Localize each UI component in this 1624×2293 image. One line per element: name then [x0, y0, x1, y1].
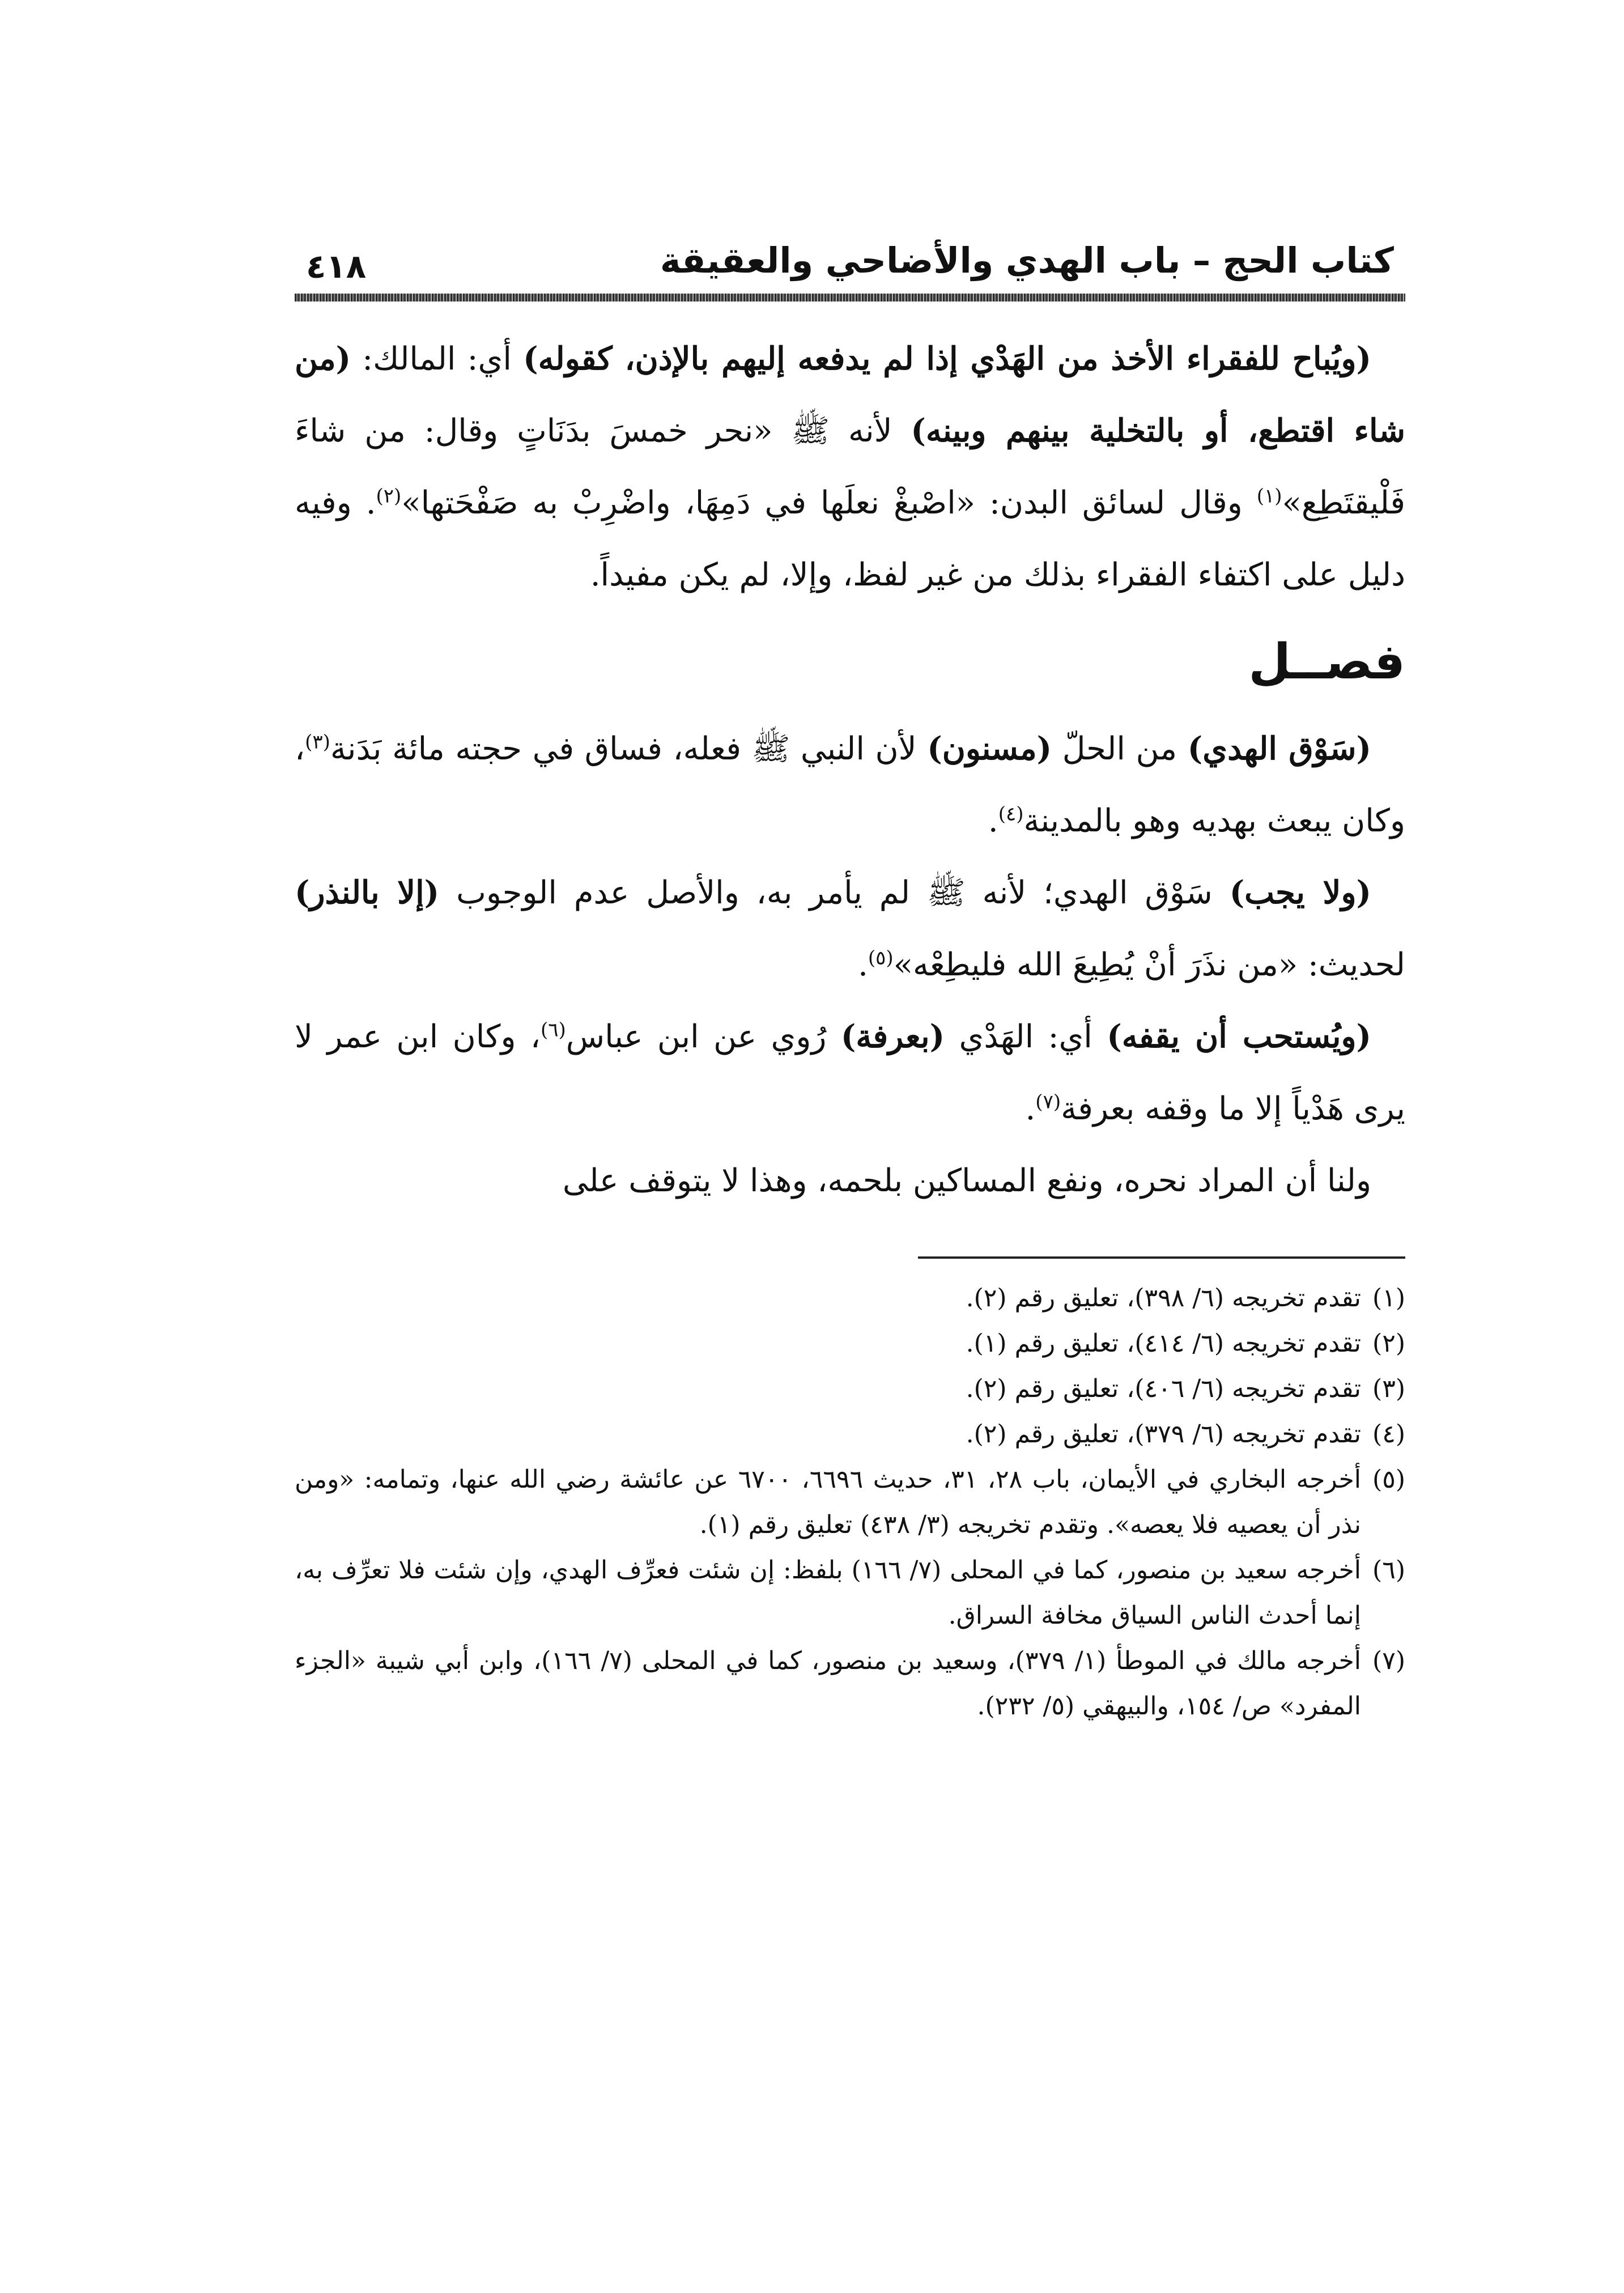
page-header [295, 221, 1405, 295]
footnote-ref-4[interactable]: (٤) [998, 802, 1024, 826]
footnote-number: (٤) [1372, 1420, 1405, 1449]
sharh-text: . [858, 946, 868, 983]
footnote-text: أخرجه مالك في الموطأ (١/ ٣٧٩)، وسعيد بن منصور، كما في المحلى (٧/ ١٦٦)، وابن أبي شيبة «الجزء المفرد» ص/ ١٥٤، والبيهقي (٥/ ٢٣٢). [295, 1646, 1362, 1721]
sharh-text: . وفيه دليل على اكتفاء الفقراء بذلك من غير لفظ، وإلا، لم يكن مفيداً. [295, 485, 1405, 593]
footnote-5 [295, 1457, 1405, 1548]
footnotes [295, 1276, 1405, 1729]
footnote-text: أخرجه سعيد بن منصور، كما في المحلى (٧/ ١٦٦) بلفظ: إن شئت فعرِّف الهدي، وإن شئت فلا تعرِّف به، إنما أحدث الناس السياق مخافة السراق. [295, 1556, 1362, 1630]
sharh-text: لأن النبي ﷺ فعله، فساق في حجته مائة بَدَنة [330, 731, 928, 767]
sharh-text: سَوْق الهدي؛ لأنه ﷺ لم يأمر به، والأصل عدم الوجوب [439, 874, 1230, 911]
footnote-ref-2[interactable]: (٢) [376, 485, 402, 508]
sharh-text: . [1025, 1090, 1036, 1127]
footnote-6 [295, 1548, 1405, 1638]
footnote-ref-5[interactable]: (٥) [868, 946, 894, 970]
footnote-number: (٥) [1372, 1465, 1405, 1494]
paragraph-4 [295, 1001, 1405, 1145]
footnote-number: (٦) [1372, 1556, 1405, 1585]
footnote-text: تقدم تخريجه (٦/ ٣٧٩)، تعليق رقم (٢). [966, 1420, 1362, 1449]
matn-text: (من شاء اقتطع، أو بالتخلية بينهم وبينه) [295, 340, 1405, 449]
sharh-text: أي: الهَدْي [945, 1018, 1107, 1055]
matn-text: (بعرفة) [840, 1018, 945, 1055]
footnote-2 [295, 1321, 1405, 1366]
footnote-text: تقدم تخريجه (٦/ ٣٩٨)، تعليق رقم (٢). [966, 1284, 1362, 1313]
matn-text: (سَوْق الهدي) [1187, 730, 1372, 767]
footnote-ref-1[interactable]: (١) [1256, 485, 1282, 508]
sharh-text: رُوي عن ابن عباس [566, 1018, 841, 1055]
matn-text: (مسنون) [927, 730, 1052, 767]
sharh-text: من الحلّ [1052, 731, 1188, 767]
footnote-text: تقدم تخريجه (٦/ ٤١٤)، تعليق رقم (١). [966, 1329, 1362, 1358]
matn-text: (ولا يجب) [1229, 874, 1372, 911]
footnote-number: (١) [1372, 1284, 1405, 1313]
footnote-divider [918, 1256, 1405, 1259]
main-text [295, 323, 1405, 1217]
footnote-number: (٢) [1372, 1329, 1405, 1358]
paragraph-2 [295, 713, 1405, 857]
matn-text: (ويُستحب أن يقفه) [1107, 1018, 1371, 1055]
paragraph-1 [295, 323, 1405, 611]
footnote-number: (٣) [1372, 1374, 1405, 1403]
footnote-3 [295, 1366, 1405, 1412]
page-number: ٤١٨ [306, 247, 367, 286]
running-title: كتاب الحج – باب الهدي والأضاحي والعقيقة [660, 240, 1394, 281]
footnote-4 [295, 1412, 1405, 1457]
sharh-text: أي: المالك: [351, 341, 512, 377]
sharh-text: وقال لسائق البدن: «اصْبغْ نعلَها في دَمِهَا، واضْرِبْ به صَفْحَتها» [401, 485, 1257, 521]
paragraph-3 [295, 857, 1405, 1001]
footnote-number: (٧) [1372, 1646, 1405, 1675]
paragraph-5: ولنا أن المراد نحره، ونفع المساكين بلحمه، وهذا لا يتوقف على [562, 1162, 1371, 1199]
sharh-text: . [988, 802, 998, 839]
sharh-text: ، وكان ابن عمر لا يرى هَدْياً إلا ما وقفه بعرفة [295, 1018, 1405, 1127]
footnote-ref-6[interactable]: (٦) [540, 1018, 566, 1042]
footnote-1 [295, 1276, 1405, 1321]
book-page [295, 221, 1405, 1729]
sharh-text: لحديث: «من نذَرَ أنْ يُطِيعَ الله فليطِعْه» [893, 946, 1405, 983]
footnote-text: أخرجه البخاري في الأيمان، باب ٢٨، ٣١، حديث ٦٦٩٦، ٦٧٠٠ عن عائشة رضي الله عنها، وتمامه: «ومن نذر أن يعصيه فلا يعصه». وتقدم تخريجه (٣/ ٤٣٨) تعليق رقم (١). [295, 1465, 1362, 1539]
footnote-ref-7[interactable]: (٧) [1035, 1090, 1061, 1114]
footnote-text: تقدم تخريجه (٦/ ٤٠٦)، تعليق رقم (٢). [966, 1374, 1362, 1403]
matn-text: (إلا بالنذر) [295, 874, 440, 911]
sharh-text: لأنه ﷺ «نحر خمسَ بدَنَاتٍ وقال: من شاءَ فَلْيقتَطِع» [295, 413, 1405, 521]
matn-text: (ويُباح للفقراء الأخذ من الهَدْي إذا لم يدفعه إليهم بالإذن، كقوله) [523, 340, 1371, 377]
sharh-text: ، وكان يبعث بهديه وهو بالمدينة [295, 731, 1405, 839]
header-divider [295, 294, 1405, 302]
footnote-ref-3[interactable]: (٣) [305, 731, 330, 754]
section-heading: فصــل [1248, 634, 1405, 690]
footnote-7 [295, 1638, 1405, 1729]
